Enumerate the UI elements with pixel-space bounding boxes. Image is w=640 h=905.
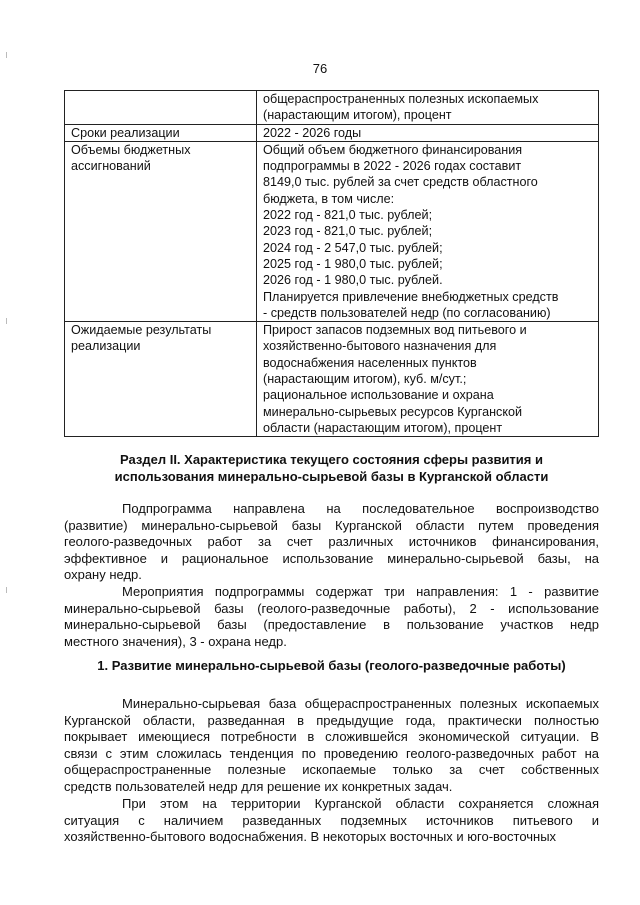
cell-line: области (нарастающим итогом), процент (263, 420, 503, 435)
cell-line: общераспространенных полезных ископаемых (263, 92, 539, 106)
paragraph (64, 696, 599, 796)
cell-line: 2022 - 2026 годы (263, 125, 362, 140)
scan-margin-mark (6, 318, 7, 324)
paragraph-line: (развитие) минерально-сырьевой базы Курганской области путем проведения (64, 517, 599, 533)
scan-margin-mark (6, 52, 7, 58)
table-cell-label (65, 91, 257, 125)
cell-line: подпрограммы в 2022 - 2026 годах составит (263, 159, 522, 174)
scan-margin-mark (6, 587, 7, 593)
paragraph (64, 501, 599, 584)
table-row (65, 91, 599, 125)
table-row (65, 322, 599, 437)
section-heading-line: Раздел II. Характеристика текущего состояния сферы развития и (120, 452, 543, 467)
table-cell-value (257, 124, 599, 141)
paragraph-line: эффективное и рациональное использование минерально-сырьевой базы, на (64, 550, 599, 566)
table-row (65, 124, 599, 141)
cell-line: Планируется привлечение внебюджетных средств (263, 289, 559, 304)
cell-line: 8149,0 тыс. рублей за счет средств областного (263, 175, 538, 190)
paragraph (64, 584, 599, 650)
cell-line: Объемы бюджетных (71, 142, 191, 157)
cell-line: - средств пользователей недр (по согласованию) (263, 305, 551, 320)
section-heading (64, 451, 599, 485)
cell-line: реализации (71, 339, 141, 354)
paragraph-line: связи с этим сложилась тенденция по проведению геолого-разведочных работ на (64, 745, 599, 761)
table-cell-value (257, 91, 599, 125)
cell-line: Прирост запасов подземных вод питьевого и (263, 323, 527, 338)
paragraph-line: При этом на территории Курганской области сохраняется сложная (122, 796, 599, 811)
paragraph-line: минерально-сырьевой базы (предоставление в пользование участков недр (64, 617, 599, 633)
table-cell-label (65, 322, 257, 437)
cell-line: Сроки реализации (71, 125, 180, 140)
table-cell-label (65, 124, 257, 141)
paragraph-line: хозяйственно-бытового водоснабжения. В некоторых восточных и юго-восточных (64, 829, 557, 845)
paragraph-line: охрану недр. (64, 567, 142, 583)
page-number: 76 (312, 61, 328, 76)
cell-line: бюджета, в том числе: (263, 191, 395, 206)
paragraph-line: местного значения), 3 - охрана недр. (64, 633, 287, 649)
paragraph-line: Мероприятия подпрограммы содержат три направления: 1 - развитие (122, 584, 599, 599)
cell-line: хозяйственно-бытового назначения для (263, 339, 497, 354)
table-cell-value (257, 141, 599, 321)
cell-line: 2024 год - 2 547,0 тыс. рублей; (263, 240, 443, 255)
paragraph-line: минерально-сырьевой базы (геолого-разведочные работы), 2 - использование (64, 600, 599, 616)
table-cell-label (65, 141, 257, 321)
paragraph (64, 796, 599, 846)
cell-line: ассигнований (71, 159, 151, 174)
table-cell-value (257, 322, 599, 437)
paragraph-line: средств пользователей недр для решение их конкретных задач. (64, 778, 453, 794)
cell-line: водоснабжения населенных пунктов (263, 355, 477, 370)
cell-line: 2023 год - 821,0 тыс. рублей; (263, 224, 433, 239)
table-row (65, 141, 599, 321)
cell-line: рациональное использование и охрана (263, 388, 494, 403)
sub-heading: 1. Развитие минерально-сырьевой базы (геолого-разведочные работы) (97, 658, 566, 673)
cell-line: (нарастающим итогом), процент (263, 108, 452, 123)
paragraph-line: ситуация с наличием разведанных подземных источников питьевого и (64, 812, 599, 828)
cell-line: Общий объем бюджетного финансирования (263, 142, 523, 157)
cell-line: 2026 год - 1 980,0 тыс. рублей. (263, 273, 443, 288)
paragraph-line: Минерально-сырьевая база общераспространенных полезных ископаемых (122, 696, 599, 711)
paragraph-line: геолого-разведочных работ за счет различных источников финансирования, (64, 534, 599, 550)
paragraph-line: общераспространенные полезные ископаемые только за счет собственных (64, 762, 599, 778)
cell-line: 2022 год - 821,0 тыс. рублей; (263, 208, 433, 223)
paragraph-line: покрывает имеющиеся потребности в сложившейся экономической ситуации. В (64, 729, 599, 745)
paragraph-line: Курганской области, разведанная в предыдущие года, практически полностью (64, 712, 599, 728)
cell-line: 2025 год - 1 980,0 тыс. рублей; (263, 256, 443, 271)
cell-line: минерально-сырьевых ресурсов Курганской (263, 404, 523, 419)
cell-line: Ожидаемые результаты (71, 323, 212, 338)
paragraph-line: Подпрограмма направлена на последовательное воспроизводство (122, 501, 599, 516)
subprogram-passport-table (64, 90, 599, 437)
section-heading-line: использования минерально-сырьевой базы в Курганской области (114, 469, 549, 484)
cell-line: (нарастающим итогом), куб. м/сут.; (263, 372, 467, 387)
